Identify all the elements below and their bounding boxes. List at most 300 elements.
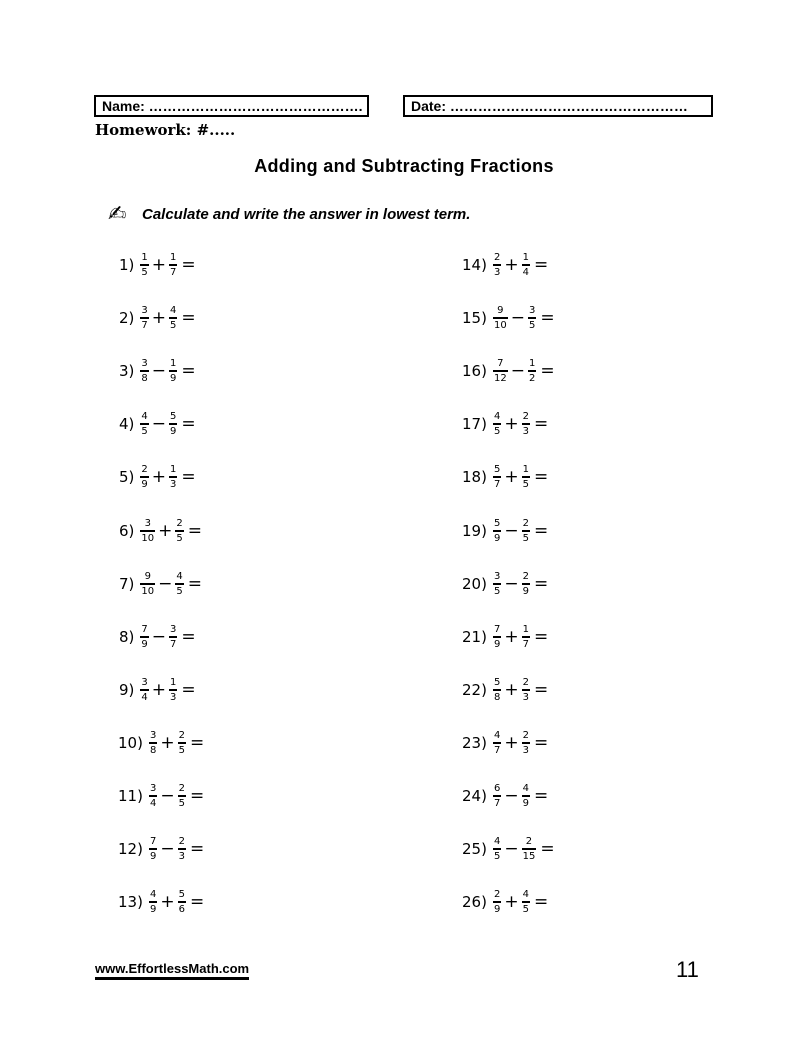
fraction-bar [493, 370, 508, 372]
fraction-b [522, 252, 530, 278]
fraction-bar [169, 370, 177, 372]
fraction-bar [522, 476, 530, 478]
operator: − [158, 573, 173, 594]
equals-sign: = [533, 414, 549, 435]
denominator: 3 [522, 691, 529, 703]
fraction-b [528, 305, 536, 331]
operator: − [504, 573, 519, 594]
operator: + [160, 732, 175, 753]
date-field[interactable] [403, 95, 713, 117]
denominator: 5 [522, 479, 529, 491]
numerator: 2 [522, 570, 529, 582]
numerator: 1 [170, 676, 177, 688]
fraction-b [169, 677, 177, 703]
fraction-bar [522, 742, 530, 744]
numerator: 4 [493, 836, 501, 848]
fraction-b [169, 464, 177, 490]
numerator: 3 [170, 623, 177, 635]
operator: + [151, 679, 167, 700]
denominator: 12 [493, 373, 507, 385]
problem-item [118, 776, 204, 816]
denominator: 10 [141, 585, 155, 597]
operator: − [151, 361, 167, 382]
fraction-bar [493, 795, 501, 797]
denominator: 10 [141, 532, 155, 544]
numerator: 2 [178, 836, 185, 848]
fraction-b [522, 411, 530, 437]
fraction-bar [493, 901, 501, 903]
problem-number: 4) [119, 415, 135, 434]
problem-number: 5) [119, 468, 135, 487]
equals-sign: = [533, 573, 549, 594]
equals-sign: = [540, 839, 555, 860]
fraction-bar [178, 901, 186, 903]
fraction-bar [140, 636, 148, 638]
equals-sign: = [187, 573, 203, 594]
equals-sign: = [540, 308, 555, 329]
fraction-b [522, 464, 530, 490]
fraction-b [522, 677, 530, 703]
numerator: 3 [141, 676, 148, 688]
fraction-a [493, 624, 501, 650]
denominator: 7 [141, 320, 148, 332]
instruction-text: Calculate and write the answer in lowest term. [142, 206, 471, 223]
page-number: 11 [676, 957, 699, 982]
denominator: 7 [170, 267, 177, 278]
numerator: 3 [149, 729, 157, 741]
denominator: 9 [170, 426, 177, 438]
equals-sign: = [181, 308, 196, 329]
fraction-a [493, 518, 501, 544]
equals-sign: = [533, 679, 549, 700]
problem-number: 24) [462, 787, 487, 805]
denominator: 5 [176, 532, 183, 544]
fraction-b [522, 783, 530, 809]
denominator: 5 [522, 904, 529, 916]
equals-sign: = [189, 732, 205, 753]
numerator: 4 [176, 570, 183, 582]
equals-sign: = [533, 520, 549, 541]
operator: − [504, 839, 519, 860]
name-label: Name: ………………………………………. [102, 98, 363, 114]
problem-item [462, 298, 555, 338]
denominator: 9 [149, 904, 157, 916]
fraction-bar [493, 317, 508, 319]
denominator: 4 [522, 267, 529, 278]
instruction [108, 202, 470, 227]
numerator: 4 [170, 305, 177, 317]
fraction-bar [140, 423, 148, 425]
equals-sign: = [181, 255, 196, 275]
denominator: 4 [141, 691, 148, 703]
denominator: 5 [141, 426, 148, 438]
problem-item [119, 404, 196, 444]
fraction-b [169, 411, 177, 437]
problem-number: 26) [462, 893, 487, 912]
denominator: 15 [522, 851, 536, 863]
denominator: 5 [178, 798, 185, 809]
equals-sign: = [533, 255, 549, 275]
equals-sign: = [533, 467, 549, 488]
problem-item [119, 617, 196, 657]
problem-item [119, 670, 196, 710]
fraction-bar [493, 689, 501, 691]
denominator: 3 [170, 479, 177, 491]
operator: + [151, 467, 167, 488]
problem-item [119, 511, 202, 551]
operator: + [504, 626, 519, 647]
problem-number: 11) [118, 787, 143, 805]
fraction-a [140, 624, 148, 650]
fraction-a [493, 730, 501, 756]
numerator: 7 [493, 623, 501, 635]
fraction-b [178, 730, 186, 756]
fraction-bar [149, 901, 157, 903]
fraction-b [522, 730, 530, 756]
fraction-bar [140, 317, 148, 319]
fraction-a [493, 889, 501, 915]
denominator: 5 [528, 320, 536, 332]
problem-item [118, 829, 204, 869]
equals-sign: = [189, 786, 205, 806]
denominator: 9 [493, 638, 501, 650]
operator: + [504, 467, 519, 488]
problem-item [119, 245, 196, 285]
problem-item [118, 723, 204, 763]
problem-number: 15) [462, 309, 487, 328]
problem-item [462, 882, 548, 922]
operator: + [160, 892, 175, 913]
problem-item [462, 404, 548, 444]
fraction-a [493, 836, 501, 862]
operator: − [160, 839, 175, 860]
problem-number: 21) [462, 627, 487, 646]
fraction-b [522, 571, 530, 597]
denominator: 6 [178, 904, 185, 916]
numerator: 5 [170, 411, 177, 423]
numerator: 6 [493, 783, 501, 794]
operator: + [151, 255, 167, 275]
problem-number: 17) [462, 415, 487, 434]
fraction-a [140, 252, 148, 278]
fraction-bar [169, 636, 177, 638]
operator: + [504, 732, 519, 753]
numerator: 1 [141, 252, 148, 263]
numerator: 2 [141, 464, 148, 476]
operator: − [510, 361, 525, 382]
numerator: 5 [493, 464, 501, 476]
fraction-a [149, 836, 157, 862]
fraction-a [140, 518, 155, 544]
numerator: 2 [525, 836, 533, 848]
problem-number: 9) [119, 680, 135, 699]
fraction-bar [140, 476, 148, 478]
fraction-b [522, 836, 537, 862]
fraction-a [140, 411, 148, 437]
fraction-bar [522, 530, 530, 532]
problem-number: 12) [118, 840, 143, 859]
denominator: 7 [493, 479, 501, 491]
numerator: 9 [497, 305, 504, 317]
operator: + [151, 308, 167, 329]
fraction-a [493, 571, 501, 597]
fraction-bar [493, 583, 501, 585]
operator: + [504, 679, 519, 700]
denominator: 5 [493, 851, 501, 863]
denominator: 5 [170, 320, 177, 332]
fraction-bar [522, 689, 530, 691]
denominator: 10 [493, 320, 507, 332]
denominator: 7 [493, 744, 501, 756]
denominator: 9 [141, 638, 148, 650]
denominator: 9 [170, 373, 177, 385]
pencil-hand-icon: ✍ [108, 202, 127, 227]
operator: + [504, 255, 519, 275]
fraction-bar [140, 530, 155, 532]
numerator: 5 [178, 889, 185, 901]
numerator: 9 [144, 570, 151, 582]
numerator: 1 [528, 358, 536, 370]
fraction-bar [169, 689, 177, 691]
denominator: 9 [522, 798, 529, 809]
problem-item [462, 564, 548, 604]
numerator: 2 [522, 411, 529, 423]
numerator: 2 [522, 676, 529, 688]
equals-sign: = [189, 892, 205, 913]
fraction-a [140, 677, 148, 703]
denominator: 8 [141, 373, 148, 385]
problem-item [462, 829, 555, 869]
fraction-bar [140, 583, 155, 585]
operator: − [160, 786, 175, 806]
operator: − [504, 786, 519, 806]
numerator: 2 [493, 252, 501, 263]
numerator: 5 [493, 517, 501, 529]
problem-number: 18) [462, 468, 487, 487]
fraction-bar [522, 636, 530, 638]
problem-item [118, 882, 204, 922]
fraction-a [493, 252, 501, 278]
problem-item [119, 298, 196, 338]
fraction-bar [493, 742, 501, 744]
fraction-a [493, 783, 501, 809]
fraction-a [493, 411, 501, 437]
problem-number: 19) [462, 521, 487, 540]
fraction-bar [522, 264, 530, 266]
equals-sign: = [540, 361, 555, 382]
problem-item [462, 723, 548, 763]
problem-number: 6) [119, 521, 135, 540]
fraction-bar [522, 848, 537, 850]
numerator: 3 [141, 358, 148, 370]
fraction-bar [522, 901, 530, 903]
equals-sign: = [533, 732, 549, 753]
problem-item [462, 511, 548, 551]
fraction-bar [178, 795, 186, 797]
problem-number: 1) [119, 256, 135, 274]
fraction-b [522, 624, 530, 650]
operator: + [504, 414, 519, 435]
fraction-b [169, 305, 177, 331]
fraction-bar [175, 583, 183, 585]
numerator: 1 [522, 464, 529, 476]
numerator: 1 [522, 252, 529, 263]
numerator: 4 [522, 783, 529, 794]
website-link[interactable]: www.EffortlessMath.com [95, 961, 249, 980]
fraction-b [178, 889, 186, 915]
numerator: 4 [493, 411, 501, 423]
fraction-bar [169, 264, 177, 266]
denominator: 3 [493, 267, 501, 278]
numerator: 1 [522, 623, 529, 635]
page-title: Adding and Subtracting Fractions [254, 156, 554, 176]
equals-sign: = [189, 839, 205, 860]
denominator: 8 [149, 744, 157, 756]
fraction-a [149, 783, 157, 809]
fraction-b [169, 358, 177, 384]
problem-item [462, 617, 548, 657]
denominator: 9 [493, 532, 501, 544]
numerator: 4 [141, 411, 148, 423]
numerator: 2 [176, 517, 183, 529]
fraction-bar [149, 848, 157, 850]
fraction-bar [140, 264, 148, 266]
fraction-bar [522, 795, 530, 797]
operator: − [151, 414, 167, 435]
numerator: 3 [493, 570, 501, 582]
fraction-a [140, 358, 148, 384]
fraction-bar [528, 317, 536, 319]
denominator: 3 [522, 744, 529, 756]
fraction-bar [169, 317, 177, 319]
equals-sign: = [533, 786, 549, 806]
denominator: 5 [493, 585, 501, 597]
fraction-bar [169, 423, 177, 425]
denominator: 7 [522, 638, 529, 650]
problem-item [462, 245, 548, 285]
problem-item [462, 457, 548, 497]
fraction-a [493, 358, 508, 384]
numerator: 7 [141, 623, 148, 635]
fraction-bar [178, 848, 186, 850]
problem-number: 13) [118, 893, 143, 912]
numerator: 2 [178, 783, 185, 794]
fraction-b [169, 252, 177, 278]
problem-number: 3) [119, 362, 135, 381]
fraction-bar [493, 636, 501, 638]
denominator: 3 [522, 426, 529, 438]
numerator: 3 [141, 305, 148, 317]
denominator: 4 [149, 798, 157, 809]
date-label: Date: …………………………………………… [411, 98, 688, 114]
fraction-a [140, 305, 148, 331]
denominator: 7 [170, 638, 177, 650]
fraction-bar [493, 530, 501, 532]
equals-sign: = [181, 414, 196, 435]
problem-number: 23) [462, 733, 487, 752]
denominator: 9 [493, 904, 501, 916]
numerator: 5 [493, 676, 501, 688]
equals-sign: = [181, 361, 196, 382]
denominator: 9 [149, 851, 157, 863]
operator: − [151, 626, 167, 647]
fraction-a [493, 464, 501, 490]
denominator: 5 [178, 744, 185, 756]
problem-item [462, 776, 548, 816]
denominator: 5 [522, 532, 529, 544]
name-field[interactable] [94, 95, 369, 117]
numerator: 3 [149, 783, 157, 794]
fraction-bar [493, 423, 501, 425]
numerator: 4 [522, 889, 529, 901]
fraction-b [522, 518, 530, 544]
fraction-bar [178, 742, 186, 744]
problem-number: 2) [119, 309, 135, 328]
numerator: 2 [522, 517, 529, 529]
numerator: 7 [149, 836, 157, 848]
fraction-bar [140, 689, 148, 691]
denominator: 2 [528, 373, 536, 385]
problem-number: 10) [118, 733, 143, 752]
homework-label: Homework: #..... [95, 121, 236, 139]
denominator: 3 [178, 851, 185, 863]
numerator: 4 [149, 889, 157, 901]
denominator: 9 [141, 479, 148, 491]
fraction-b [178, 836, 186, 862]
equals-sign: = [533, 626, 549, 647]
fraction-bar [149, 742, 157, 744]
fraction-a [493, 305, 508, 331]
fraction-b [528, 358, 536, 384]
denominator: 3 [170, 691, 177, 703]
fraction-bar [149, 795, 157, 797]
problem-number: 20) [462, 574, 487, 593]
fraction-b [178, 783, 186, 809]
fraction-b [175, 518, 183, 544]
problem-number: 22) [462, 680, 487, 699]
fraction-a [149, 730, 157, 756]
fraction-bar [140, 370, 148, 372]
numerator: 7 [497, 358, 504, 370]
fraction-bar [522, 583, 530, 585]
problem-number: 7) [119, 574, 135, 593]
fraction-a [140, 464, 148, 490]
denominator: 8 [493, 691, 501, 703]
operator: + [504, 892, 519, 913]
fraction-bar [493, 264, 501, 266]
equals-sign: = [187, 520, 203, 541]
operator: − [504, 520, 519, 541]
equals-sign: = [181, 467, 196, 488]
numerator: 3 [528, 305, 536, 317]
fraction-bar [493, 476, 501, 478]
problem-item [119, 351, 196, 391]
numerator: 1 [170, 358, 177, 370]
denominator: 7 [493, 798, 501, 809]
numerator: 1 [170, 252, 177, 263]
equals-sign: = [533, 892, 549, 913]
problem-number: 14) [462, 256, 487, 274]
equals-sign: = [181, 626, 196, 647]
numerator: 3 [144, 517, 151, 529]
problem-item [119, 564, 202, 604]
fraction-bar [493, 848, 501, 850]
problem-number: 16) [462, 362, 487, 381]
denominator: 5 [141, 267, 148, 278]
denominator: 9 [522, 585, 529, 597]
problem-item [462, 351, 555, 391]
fraction-b [175, 571, 183, 597]
